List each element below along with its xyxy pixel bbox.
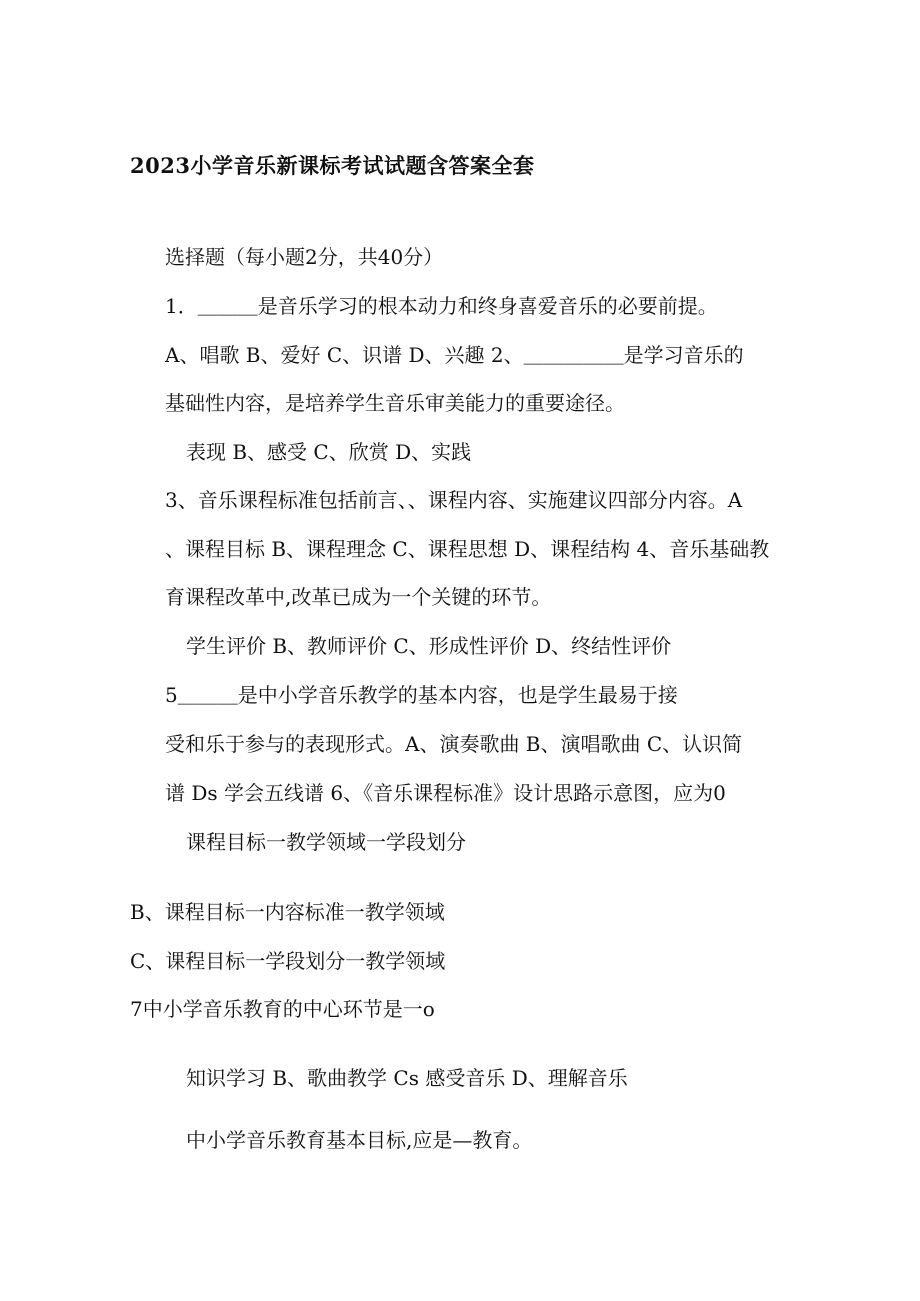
question-3-text: 3、音乐课程标准包括前言、、课程内容、实施建议四部分内容。A bbox=[165, 488, 743, 512]
question-6-option-c: C、课程目标一学段划分一教学领域 bbox=[130, 949, 446, 973]
question-2-text-continued: 基础性内容，是培养学生音乐审美能力的重要途径。 bbox=[165, 391, 625, 415]
question-5-options-question-6-start: 谱 Ds 学会五线谱 6、《音乐课程标准》设计思路示意图，应为0 bbox=[165, 781, 726, 805]
question-4-options: 学生评价 B、教师评价 C、形成性评价 D、终结性评价 bbox=[186, 634, 672, 658]
question-5-text-continued: 受和乐于参与的表现形式。A、演奏歌曲 B、演唱歌曲 C、认识简 bbox=[165, 732, 743, 756]
question-6-option-a: 课程目标一教学领域一学段划分 bbox=[186, 830, 466, 854]
question-2-options: 表现 B、感受 C、欣赏 D、实践 bbox=[186, 440, 472, 464]
question-3-options-question-4-start: 、课程目标 B、课程理念 C、课程思想 D、课程结构 4、音乐基础教 bbox=[165, 537, 770, 561]
question-8-text: 中小学音乐教育基本目标,应是—教育。 bbox=[186, 1128, 533, 1152]
question-1-text: 1．＿＿＿是音乐学习的根本动力和终身喜爱音乐的必要前提。 bbox=[165, 294, 718, 318]
question-4-text-continued: 育课程改革中,改革已成为一个关键的环节。 bbox=[165, 585, 552, 609]
document-title: 2023小学音乐新课标考试试题含答案全套 bbox=[130, 153, 535, 178]
question-6-option-b: B、课程目标一内容标准一教学领域 bbox=[130, 900, 445, 924]
question-5-text: 5＿＿＿是中小学音乐教学的基本内容，也是学生最易于接 bbox=[165, 683, 678, 707]
question-1-options-question-2-start: A、唱歌 B、爱好 C、识谱 D、兴趣 2、＿＿＿＿＿是学习音乐的 bbox=[165, 343, 744, 367]
question-7-text: 7中小学音乐教育的中心环节是一o bbox=[130, 997, 435, 1021]
section-header: 选择题（每小题2分，共40分） bbox=[165, 245, 444, 269]
question-7-options: 知识学习 B、歌曲教学 Cs 感受音乐 D、理解音乐 bbox=[186, 1066, 628, 1090]
